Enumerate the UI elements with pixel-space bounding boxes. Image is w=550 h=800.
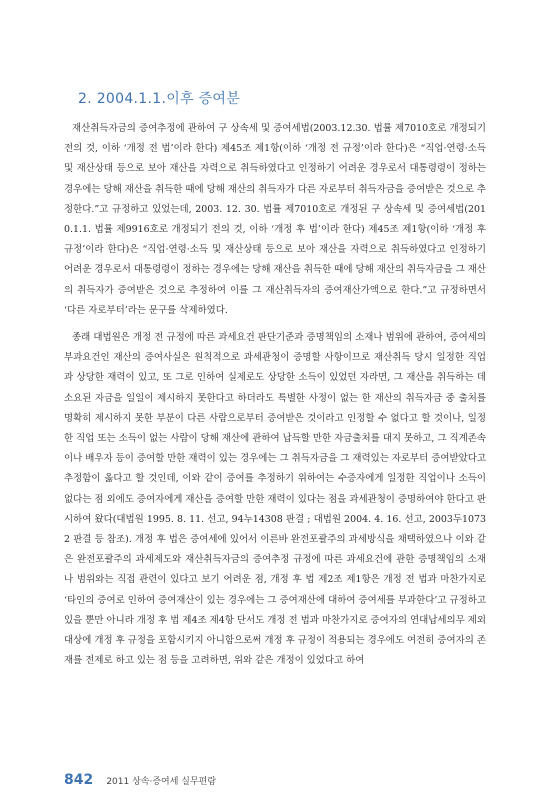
paragraph-2: 종래 대법원은 개정 전 규정에 따른 과세요건 판단기준과 증명책임의 소재나 범위에 관하여, 증여세의 부과요건인 재산의 증여사실은 원칙적으로 과세관청이 증명할 사항이므로 재산취득 당시 일정한 직업과 상당한 재력이 있고, 또 그로 인하여 실제로도 상당한 소득이 있었던 자라면, 그 재산을 취득하는 데 소요된 자금을 일일이 제시하지 못한다고 하더라도 특별한 사정이 없는 한 재산의 취득자금 중 출처를 명확히 제시하지 못한 부분이 다른 사람으로부터 증여받은 것이라고 인정할 수 없다고 할 것이나, 일정한 직업 또는 소득이 없는 사람이 당해 재산에 관하여 납득할 만한 자금출처를 대지 못하고, 그 직계존속이나 배우자 등이 증여할 만한 재력이 있는 경우에는 그 취득자금을 그 재력있는 자로부터 증여받았다고 추정함이 옳다고 할 것인데, 이와 같이 증여를 추정하기 위하여는 수증자에게 일정한 직업이나 소득이 없다는 점 외에도 증여자에게 재산을 증여할 만한 재력이 있다는 점을 과세관청이 증명하여야 한다고 판시하여 왔다(대법원 1995. 8. 11. 선고, 94누14308 판결 ; 대법원 2004. 4. 16. 선고, 2003두10732 판결 등 참조). 개정 후 법은 증여세에 있어서 이른바 완전포괄주의 과세방식을 채택하였으나 이와 같은 완전포괄주의 과세제도와 재산취득자금의 증여추정 규정에 따른 과세요건에 관한 증명책임의 소재나 범위와는 직접 관련이 있다고 보기 어려운 점, 개정 후 법 제2조 제1항은 개정 전 법과 마찬가지로 ‘타인의 증여로 인하여 증여재산이 있는 경우에는 그 증여재산에 대하여 증여세를 부과한다’고 규정하고 있을 뿐만 아니라 개정 후 법 제4조 제4항 단서도 개정 전 법과 마찬가지로 증여자의 연대납세의무 제외 대상에 개정 후 규정을 포함시키지 아니함으로써 개정 후 규정이 적용되는 경우에도 여전히 증여자의 존재를 전제로 하고 있는 점 등을 고려하면, 위와 같은 개정이 있었다고 하여 (64, 332, 486, 667)
page-footer (64, 769, 216, 788)
section-title: 2. 2004.1.1.이후 증여분 (78, 91, 241, 107)
book-title: 2011 상속·증여세 실무편람 (106, 777, 217, 787)
page-number: 842 (64, 772, 94, 788)
body-text (64, 119, 486, 678)
paragraph-1: 재산취득자금의 증여추정에 관하여 구 상속세 및 증여세법(2003.12.30. 법률 제7010호로 개정되기 전의 것, 이하 ‘개정 전 법’이라 한다) 제45조 제1항(이하 ‘개정 전 규정’이라 한다)은 “직업·연령·소득 및 재산상태 등으로 보아 재산을 자력으로 취득하였다고 인정하기 어려운 경우로서 대통령령이 정하는 경우에는 당해 재산을 취득한 때에 당해 재산의 취득자가 다른 자로부터 취득자금을 증여받은 것으로 추정한다.”고 규정하고 있었는데, 2003. 12. 30. 법률 제7010호로 개정된 구 상속세 및 증여세법(2010.1.1. 법률 제9916호로 개정되기 전의 것, 이하 ‘개정 후 법’이라 한다) 제45조 제1항(이하 ‘개정 후 규정’이라 한다)은 “직업·연령·소득 및 재산상태 등으로 보아 재산을 자력으로 취득하였다고 인정하기 어려운 경우로서 대통령령이 정하는 경우에는 당해 재산을 취득한 때에 당해 재산의 취득자금을 그 재산의 취득자가 증여받은 것으로 추정하여 이를 그 재산취득자의 증여재산가액으로 한다.”고 규정하면서 ‘다른 자로부터’라는 문구를 삭제하였다. (64, 123, 486, 316)
